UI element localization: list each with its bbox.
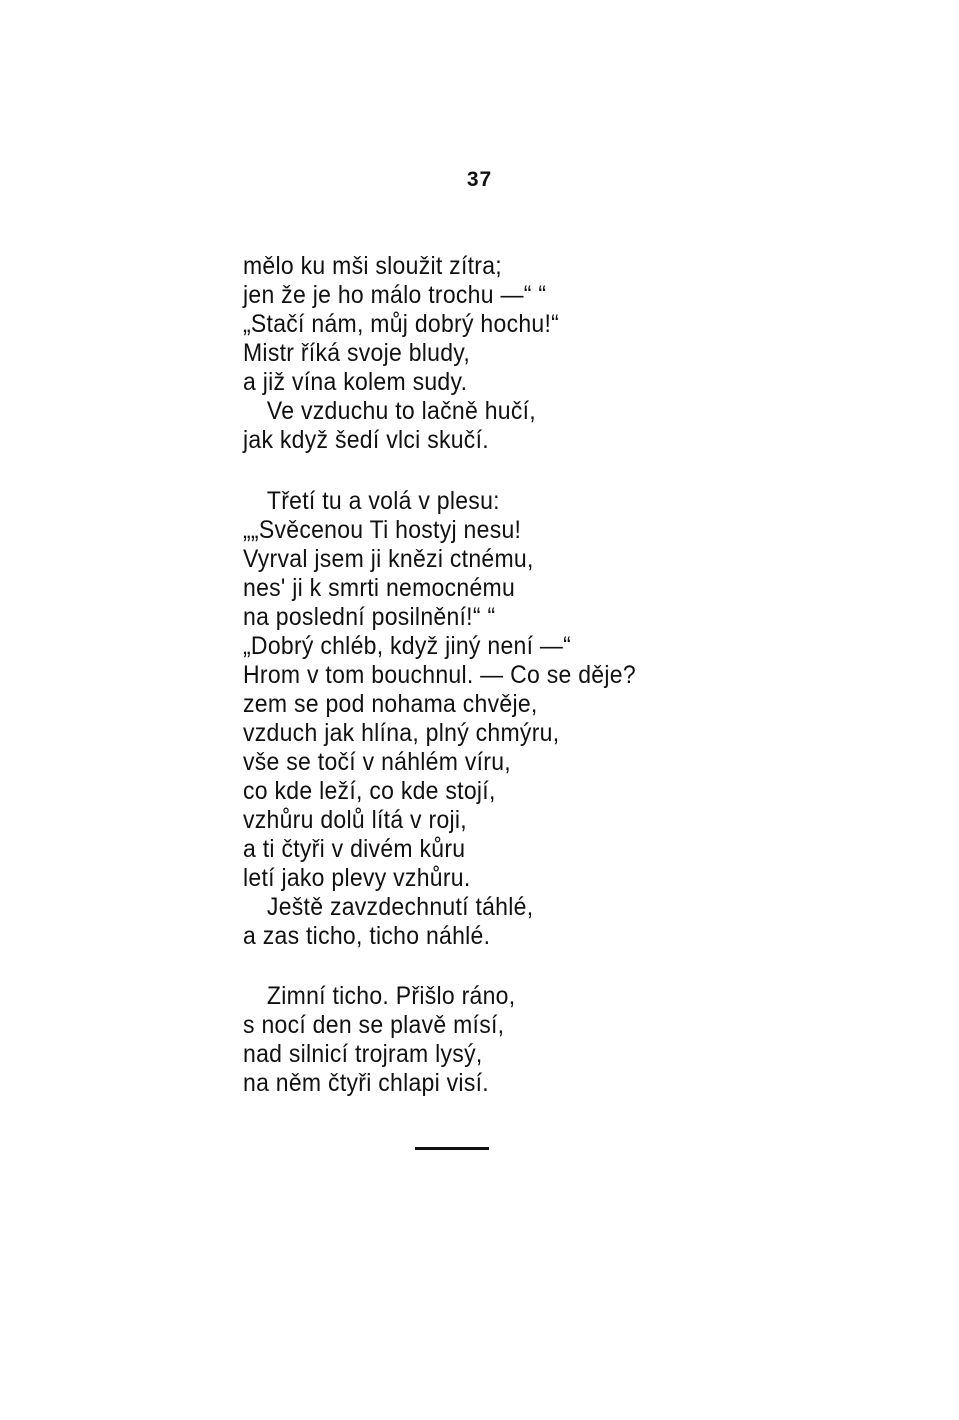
verse-line: vzhůru dolů lítá v roji,	[243, 806, 467, 834]
end-rule	[415, 1147, 489, 1150]
verse-line: Ve vzduchu to lačně hučí,	[266, 397, 536, 425]
verse-line: Ještě zavzdechnutí táhlé,	[266, 893, 534, 921]
stanza-2	[243, 487, 843, 951]
verse-line: co kde leží, co kde stojí,	[243, 777, 496, 805]
verse-line: „„Svěcenou Ti hostyj nesu!	[243, 516, 522, 544]
verse-line: „Stačí nám, můj dobrý hochu!“	[243, 310, 560, 338]
verse-line: jen že je ho málo trochu —“ “	[243, 281, 547, 309]
verse-line: na něm čtyři chlapi visí.	[243, 1069, 489, 1097]
verse-line: letí jako plevy vzhůru.	[243, 864, 471, 892]
verse-line: Třetí tu a volá v plesu:	[266, 487, 500, 515]
verse-line: s nocí den se plavě mísí,	[243, 1011, 505, 1039]
verse-line: vzduch jak hlína, plný chmýru,	[243, 719, 560, 747]
verse-line: vše se točí v náhlém víru,	[243, 748, 511, 776]
verse-line: a již vína kolem sudy.	[243, 368, 468, 396]
verse-line: Hrom v tom bouchnul. — Co se děje?	[243, 661, 636, 689]
stanza-3	[243, 982, 843, 1098]
verse-line: „Dobrý chléb, když jiný není —“	[243, 632, 572, 660]
verse-line: jak když šedí vlci skučí.	[243, 426, 489, 454]
verse-line: nad silnicí trojram lysý,	[243, 1040, 483, 1068]
verse-line: zem se pod nohama chvěje,	[243, 690, 538, 718]
verse-line: a zas ticho, ticho náhlé.	[243, 922, 491, 950]
verse-line: Mistr říká svoje bludy,	[243, 339, 471, 367]
verse-line: Zimní ticho. Přišlo ráno,	[266, 982, 516, 1010]
verse-line: Vyrval jsem ji knězi ctnému,	[243, 545, 534, 573]
verse-line: a ti čtyři v divém kůru	[243, 835, 466, 863]
page-number: 37	[466, 168, 493, 191]
stanza-1	[243, 252, 843, 455]
verse-line: na poslední posilnění!“ “	[243, 603, 496, 631]
verse-line: mělo ku mši sloužit zítra;	[243, 252, 502, 280]
verse-line: nes' ji k smrti nemocnému	[243, 574, 516, 602]
